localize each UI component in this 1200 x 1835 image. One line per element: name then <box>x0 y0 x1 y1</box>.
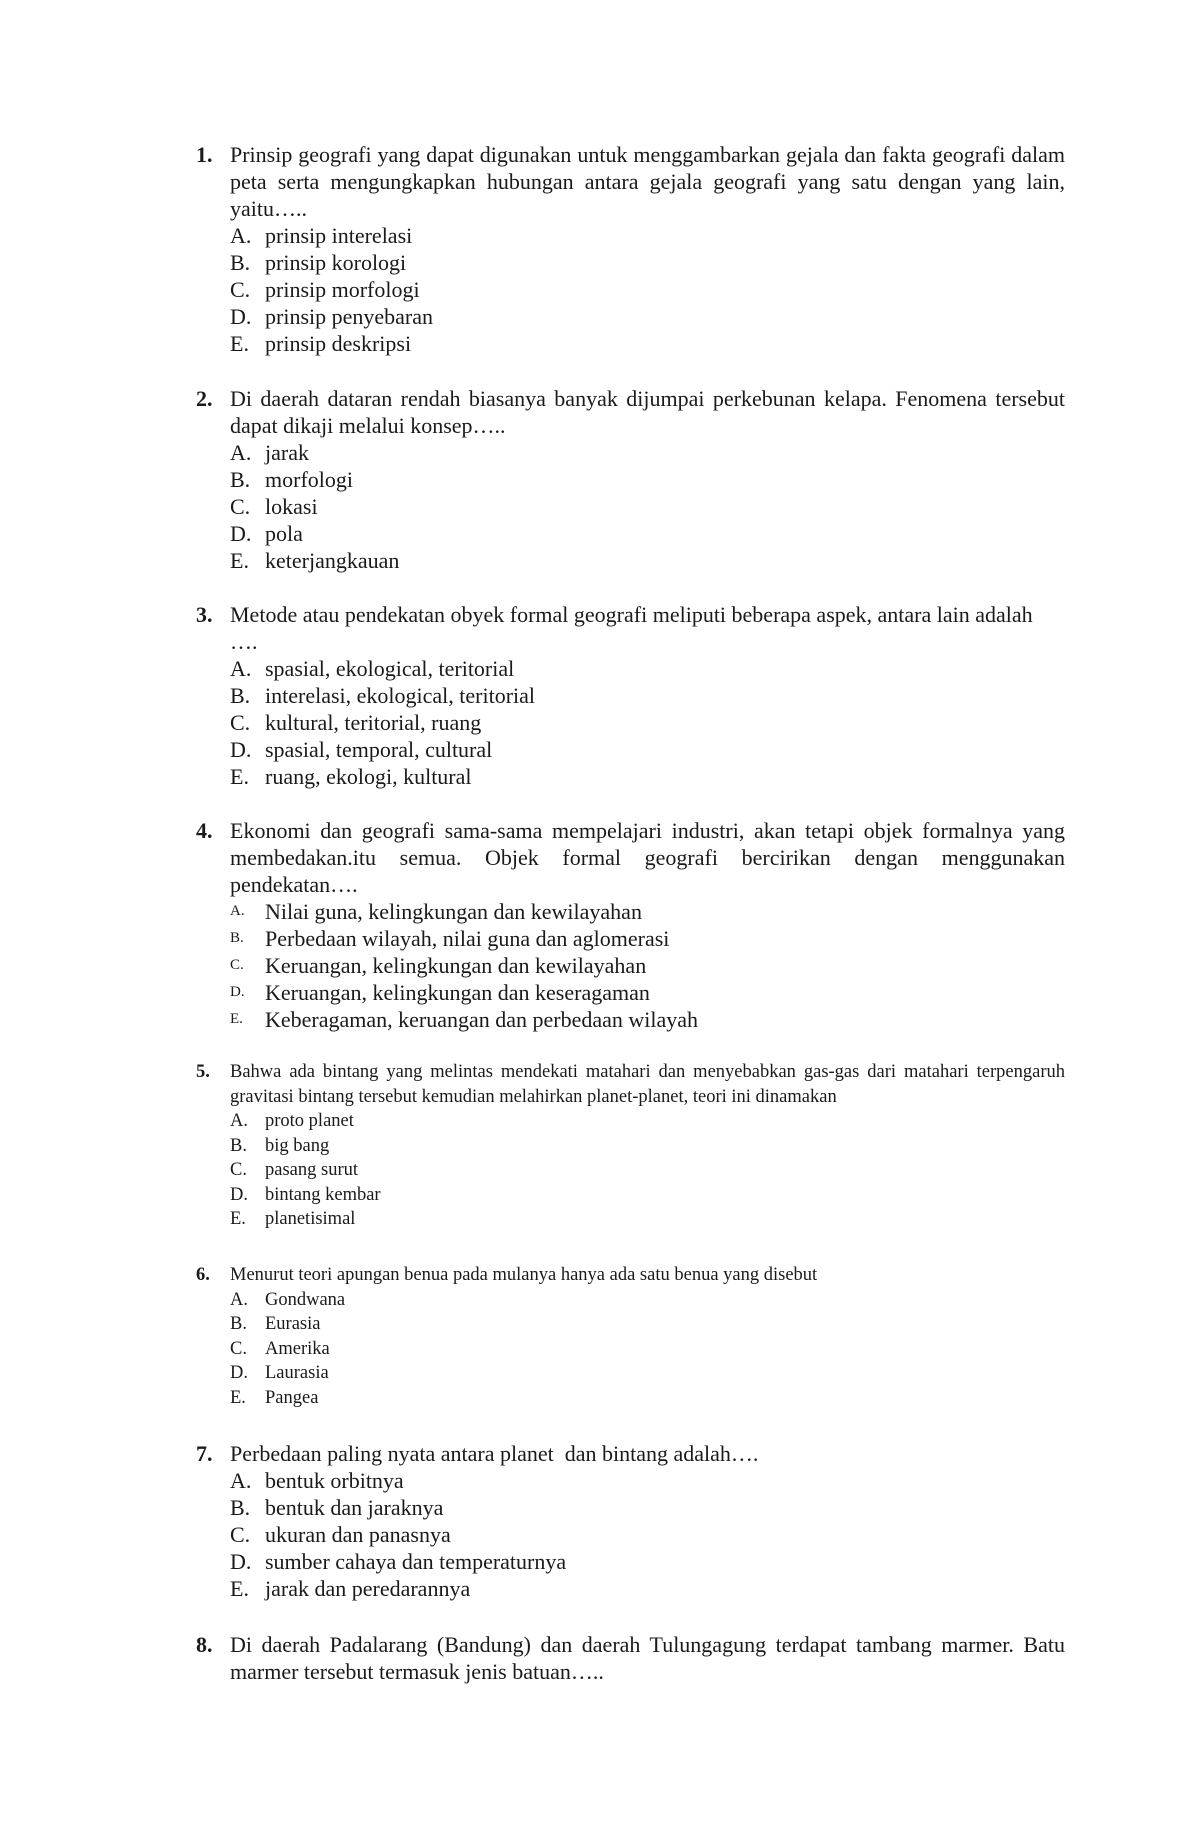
option-b <box>230 682 1065 709</box>
option-text: bentuk dan jaraknya <box>265 1495 444 1520</box>
option-b <box>230 1494 1065 1521</box>
option-a <box>230 898 1065 925</box>
option-letter: E. <box>230 331 249 356</box>
option-b <box>230 249 1065 276</box>
option-letter: C. <box>230 494 251 519</box>
option-letter: D. <box>230 1184 248 1205</box>
question-5 <box>196 1060 1065 1232</box>
option-c <box>230 1337 1065 1362</box>
option-e <box>230 1386 1065 1411</box>
question-6 <box>196 1263 1065 1410</box>
option-letter: A. <box>230 1468 252 1493</box>
option-list <box>230 655 1065 790</box>
option-text: sumber cahaya dan temperaturnya <box>265 1549 567 1574</box>
option-a <box>230 1288 1065 1313</box>
question-number: 3. <box>196 602 213 627</box>
option-letter: A. <box>230 440 252 465</box>
option-b <box>230 466 1065 493</box>
question-text: Perbedaan paling nyata antara planet dan bintang adalah…. <box>230 1441 759 1466</box>
question-number: 1. <box>196 142 213 167</box>
option-list <box>230 1288 1065 1411</box>
option-letter: D. <box>230 304 252 329</box>
option-b <box>230 1134 1065 1159</box>
option-letter: E. <box>230 1387 246 1408</box>
question-number: 2. <box>196 386 213 411</box>
question-number: 6. <box>196 1265 210 1285</box>
option-letter: D. <box>230 984 245 1000</box>
option-text: morfologi <box>265 467 353 492</box>
option-letter: B. <box>230 683 251 708</box>
option-text: pola <box>265 521 303 546</box>
question-text: Ekonomi dan geografi sama-sama mempelajari industri, akan tetapi objek formalnya yang membedakan.itu semua. Objek formal geografi bercirikan dengan menggunakan pendekatan…. <box>230 818 1065 897</box>
option-c <box>230 276 1065 303</box>
option-text: keterjangkauan <box>265 548 400 573</box>
option-letter: B. <box>230 1135 247 1156</box>
option-d <box>230 520 1065 547</box>
option-d <box>230 1548 1065 1575</box>
option-list <box>230 898 1065 1033</box>
option-letter: B. <box>230 250 251 275</box>
option-letter: D. <box>230 521 252 546</box>
question-text: Bahwa ada bintang yang melintas mendekati matahari dan menyebabkan gas-gas dari matahari terpengaruh gravitasi bintang tersebut kemudian melahirkan planet-planet, teori ini dinamakan <box>230 1062 1065 1107</box>
question-text: Menurut teori apungan benua pada mulanya hanya ada satu benua yang disebut <box>230 1265 818 1285</box>
option-letter: B. <box>230 1314 247 1334</box>
option-e <box>230 1575 1065 1602</box>
option-text: prinsip penyebaran <box>265 304 433 329</box>
option-d <box>230 1183 1065 1208</box>
question-text: Metode atau pendekatan obyek formal geografi meliputi beberapa aspek, antara lain adalah …. <box>230 602 1033 654</box>
question-4 <box>196 817 1065 1033</box>
option-e <box>230 1207 1065 1232</box>
option-list <box>230 222 1065 357</box>
question-number: 4. <box>196 818 213 843</box>
option-letter: A. <box>230 223 252 248</box>
option-letter: D. <box>230 737 252 762</box>
option-text: planetisimal <box>265 1209 356 1229</box>
option-a <box>230 439 1065 466</box>
option-letter: D. <box>230 1363 248 1383</box>
option-letter: A. <box>230 1289 248 1310</box>
option-text: prinsip interelasi <box>265 223 413 248</box>
question-8 <box>196 1631 1065 1685</box>
option-letter: A. <box>230 903 245 919</box>
option-text: Keruangan, kelingkungan dan kewilayahan <box>265 953 647 978</box>
option-text: Keberagaman, keruangan dan perbedaan wilayah <box>265 1007 699 1032</box>
option-text: big bang <box>265 1135 330 1156</box>
option-list <box>230 1109 1065 1232</box>
option-c <box>230 709 1065 736</box>
option-e <box>230 330 1065 357</box>
question-number: 5. <box>196 1062 210 1082</box>
option-letter: C. <box>230 1522 251 1547</box>
option-text: Keruangan, kelingkungan dan keseragaman <box>265 980 650 1005</box>
option-b <box>230 1312 1065 1337</box>
question-text: Prinsip geografi yang dapat digunakan untuk menggambarkan gejala dan fakta geografi dalam peta serta mengungkapkan hubungan antara gejala geografi yang satu dengan yang lain, yaitu….. <box>230 142 1065 221</box>
question-2 <box>196 385 1065 574</box>
option-text: prinsip korologi <box>265 250 407 275</box>
question-3 <box>196 601 1065 790</box>
option-letter: A. <box>230 1111 248 1131</box>
option-text: bintang kembar <box>265 1184 381 1205</box>
question-number: 8. <box>196 1632 213 1657</box>
option-letter: E. <box>230 1576 249 1601</box>
option-text: Nilai guna, kelingkungan dan kewilayahan <box>265 899 642 924</box>
option-d <box>230 979 1065 1006</box>
option-text: Pangea <box>265 1387 319 1408</box>
option-letter: E. <box>230 1011 243 1027</box>
option-text: interelasi, ekological, teritorial <box>265 683 536 708</box>
option-letter: C. <box>230 710 251 735</box>
option-text: kultural, teritorial, ruang <box>265 710 482 735</box>
option-a <box>230 655 1065 682</box>
option-a <box>230 222 1065 249</box>
option-a <box>230 1467 1065 1494</box>
question-text: Di daerah Padalarang (Bandung) dan daerah Tulungagung terdapat tambang marmer. Batu marmer tersebut termasuk jenis batuan….. <box>230 1632 1065 1684</box>
option-c <box>230 1158 1065 1183</box>
option-e <box>230 547 1065 574</box>
option-letter: C. <box>230 1338 247 1359</box>
option-text: prinsip deskripsi <box>265 331 412 356</box>
option-text: ukuran dan panasnya <box>265 1522 451 1547</box>
option-letter: B. <box>230 1495 251 1520</box>
option-e <box>230 763 1065 790</box>
question-number: 7. <box>196 1441 213 1466</box>
option-text: bentuk orbitnya <box>265 1468 404 1493</box>
option-text: spasial, ekological, teritorial <box>265 656 515 681</box>
option-text: Amerika <box>265 1338 330 1359</box>
option-list <box>230 439 1065 574</box>
option-letter: D. <box>230 1549 252 1574</box>
option-d <box>230 736 1065 763</box>
option-letter: C. <box>230 277 251 302</box>
option-text: jarak dan peredarannya <box>265 1576 471 1601</box>
option-c <box>230 493 1065 520</box>
option-letter: E. <box>230 548 249 573</box>
option-d <box>230 303 1065 330</box>
option-c <box>230 1521 1065 1548</box>
option-letter: A. <box>230 656 252 681</box>
option-text: proto planet <box>265 1111 354 1131</box>
option-list <box>230 1467 1065 1602</box>
option-e <box>230 1006 1065 1033</box>
question-text: Di daerah dataran rendah biasanya banyak dijumpai perkebunan kelapa. Fenomena tersebut dapat dikaji melalui konsep….. <box>230 386 1065 438</box>
option-text: Gondwana <box>265 1289 346 1310</box>
option-text: spasial, temporal, cultural <box>265 737 493 762</box>
option-text: Eurasia <box>265 1314 321 1334</box>
option-letter: B. <box>230 930 244 946</box>
option-c <box>230 952 1065 979</box>
option-letter: E. <box>230 764 249 789</box>
option-text: lokasi <box>265 494 318 519</box>
option-letter: C. <box>230 1160 247 1180</box>
option-text: Perbedaan wilayah, nilai guna dan aglomerasi <box>265 926 670 951</box>
option-letter: E. <box>230 1209 246 1229</box>
question-1 <box>196 141 1065 357</box>
option-text: ruang, ekologi, kultural <box>265 764 472 789</box>
option-letter: B. <box>230 467 251 492</box>
question-7 <box>196 1440 1065 1602</box>
option-text: jarak <box>265 440 309 465</box>
option-text: prinsip morfologi <box>265 277 420 302</box>
option-b <box>230 925 1065 952</box>
option-text: pasang surut <box>265 1160 358 1180</box>
option-d <box>230 1361 1065 1386</box>
option-letter: C. <box>230 957 244 973</box>
option-a <box>230 1109 1065 1134</box>
option-text: Laurasia <box>265 1363 329 1383</box>
